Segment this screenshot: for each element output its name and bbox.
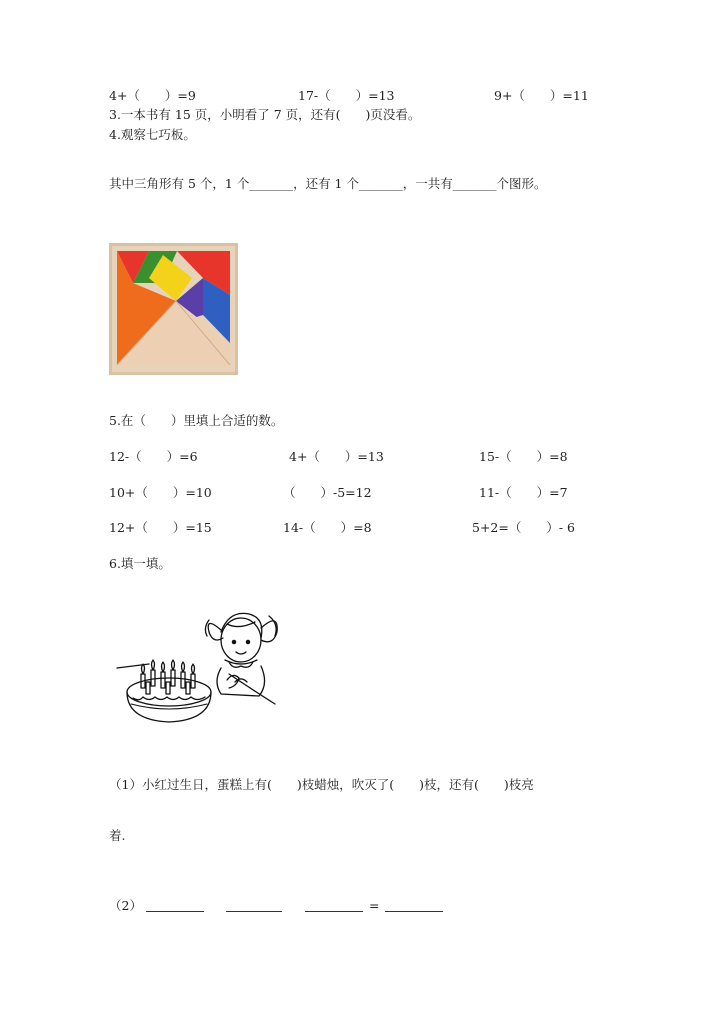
- q5-r1-c3: 15-（ ）=8: [479, 449, 568, 464]
- question-6-part1-line2: 着.: [109, 828, 126, 843]
- q5-r3-c1: 12+（ ）=15: [109, 520, 212, 535]
- question-4-line: 其中三角形有 5 个，1 个_______，还有 1 个_______，一共有_______个图形。: [109, 176, 547, 191]
- tangram-image: [109, 243, 238, 375]
- question-6-part1-line1: （1）小红过生日，蛋糕上有( )枝蜡烛，吹灭了( )枝，还有( )枝亮: [109, 777, 534, 792]
- question-6-part2-label: （2）: [109, 898, 142, 913]
- q5-r3-c2: 14-（ ）=8: [283, 520, 372, 535]
- equation-9-plus: 9+（ ）=11: [494, 88, 589, 103]
- q5-r2-c2: （ ）-5=12: [283, 485, 372, 500]
- q5-r2-c3: 11-（ ）=7: [479, 485, 568, 500]
- question-5-title: 5.在（ ）里填上合适的数。: [109, 413, 284, 428]
- equation-17-minus: 17-（ ）=13: [298, 88, 395, 103]
- q5-r1-c1: 12-（ ）=6: [109, 449, 198, 464]
- question-6-title: 6.填一填。: [109, 556, 171, 571]
- answer-blank-result[interactable]: [385, 899, 443, 912]
- q5-r1-c2: 4+（ ）=13: [289, 449, 384, 464]
- answer-blank-2[interactable]: [226, 899, 282, 912]
- question-4-title: 4.观察七巧板。: [109, 127, 196, 142]
- equals-sign: =: [369, 898, 380, 913]
- question-3: 3.一本书有 15 页，小明看了 7 页，还有( )页没看。: [109, 107, 421, 122]
- q5-r3-c3: 5+2=（ ）- 6: [472, 520, 576, 535]
- q5-r2-c1: 10+（ ）=10: [109, 485, 212, 500]
- equation-4-plus: 4+（ ）=9: [109, 88, 196, 103]
- answer-blank-3[interactable]: [305, 899, 363, 912]
- answer-blank-1[interactable]: [146, 899, 204, 912]
- birthday-cake-girl-illustration: [109, 602, 289, 734]
